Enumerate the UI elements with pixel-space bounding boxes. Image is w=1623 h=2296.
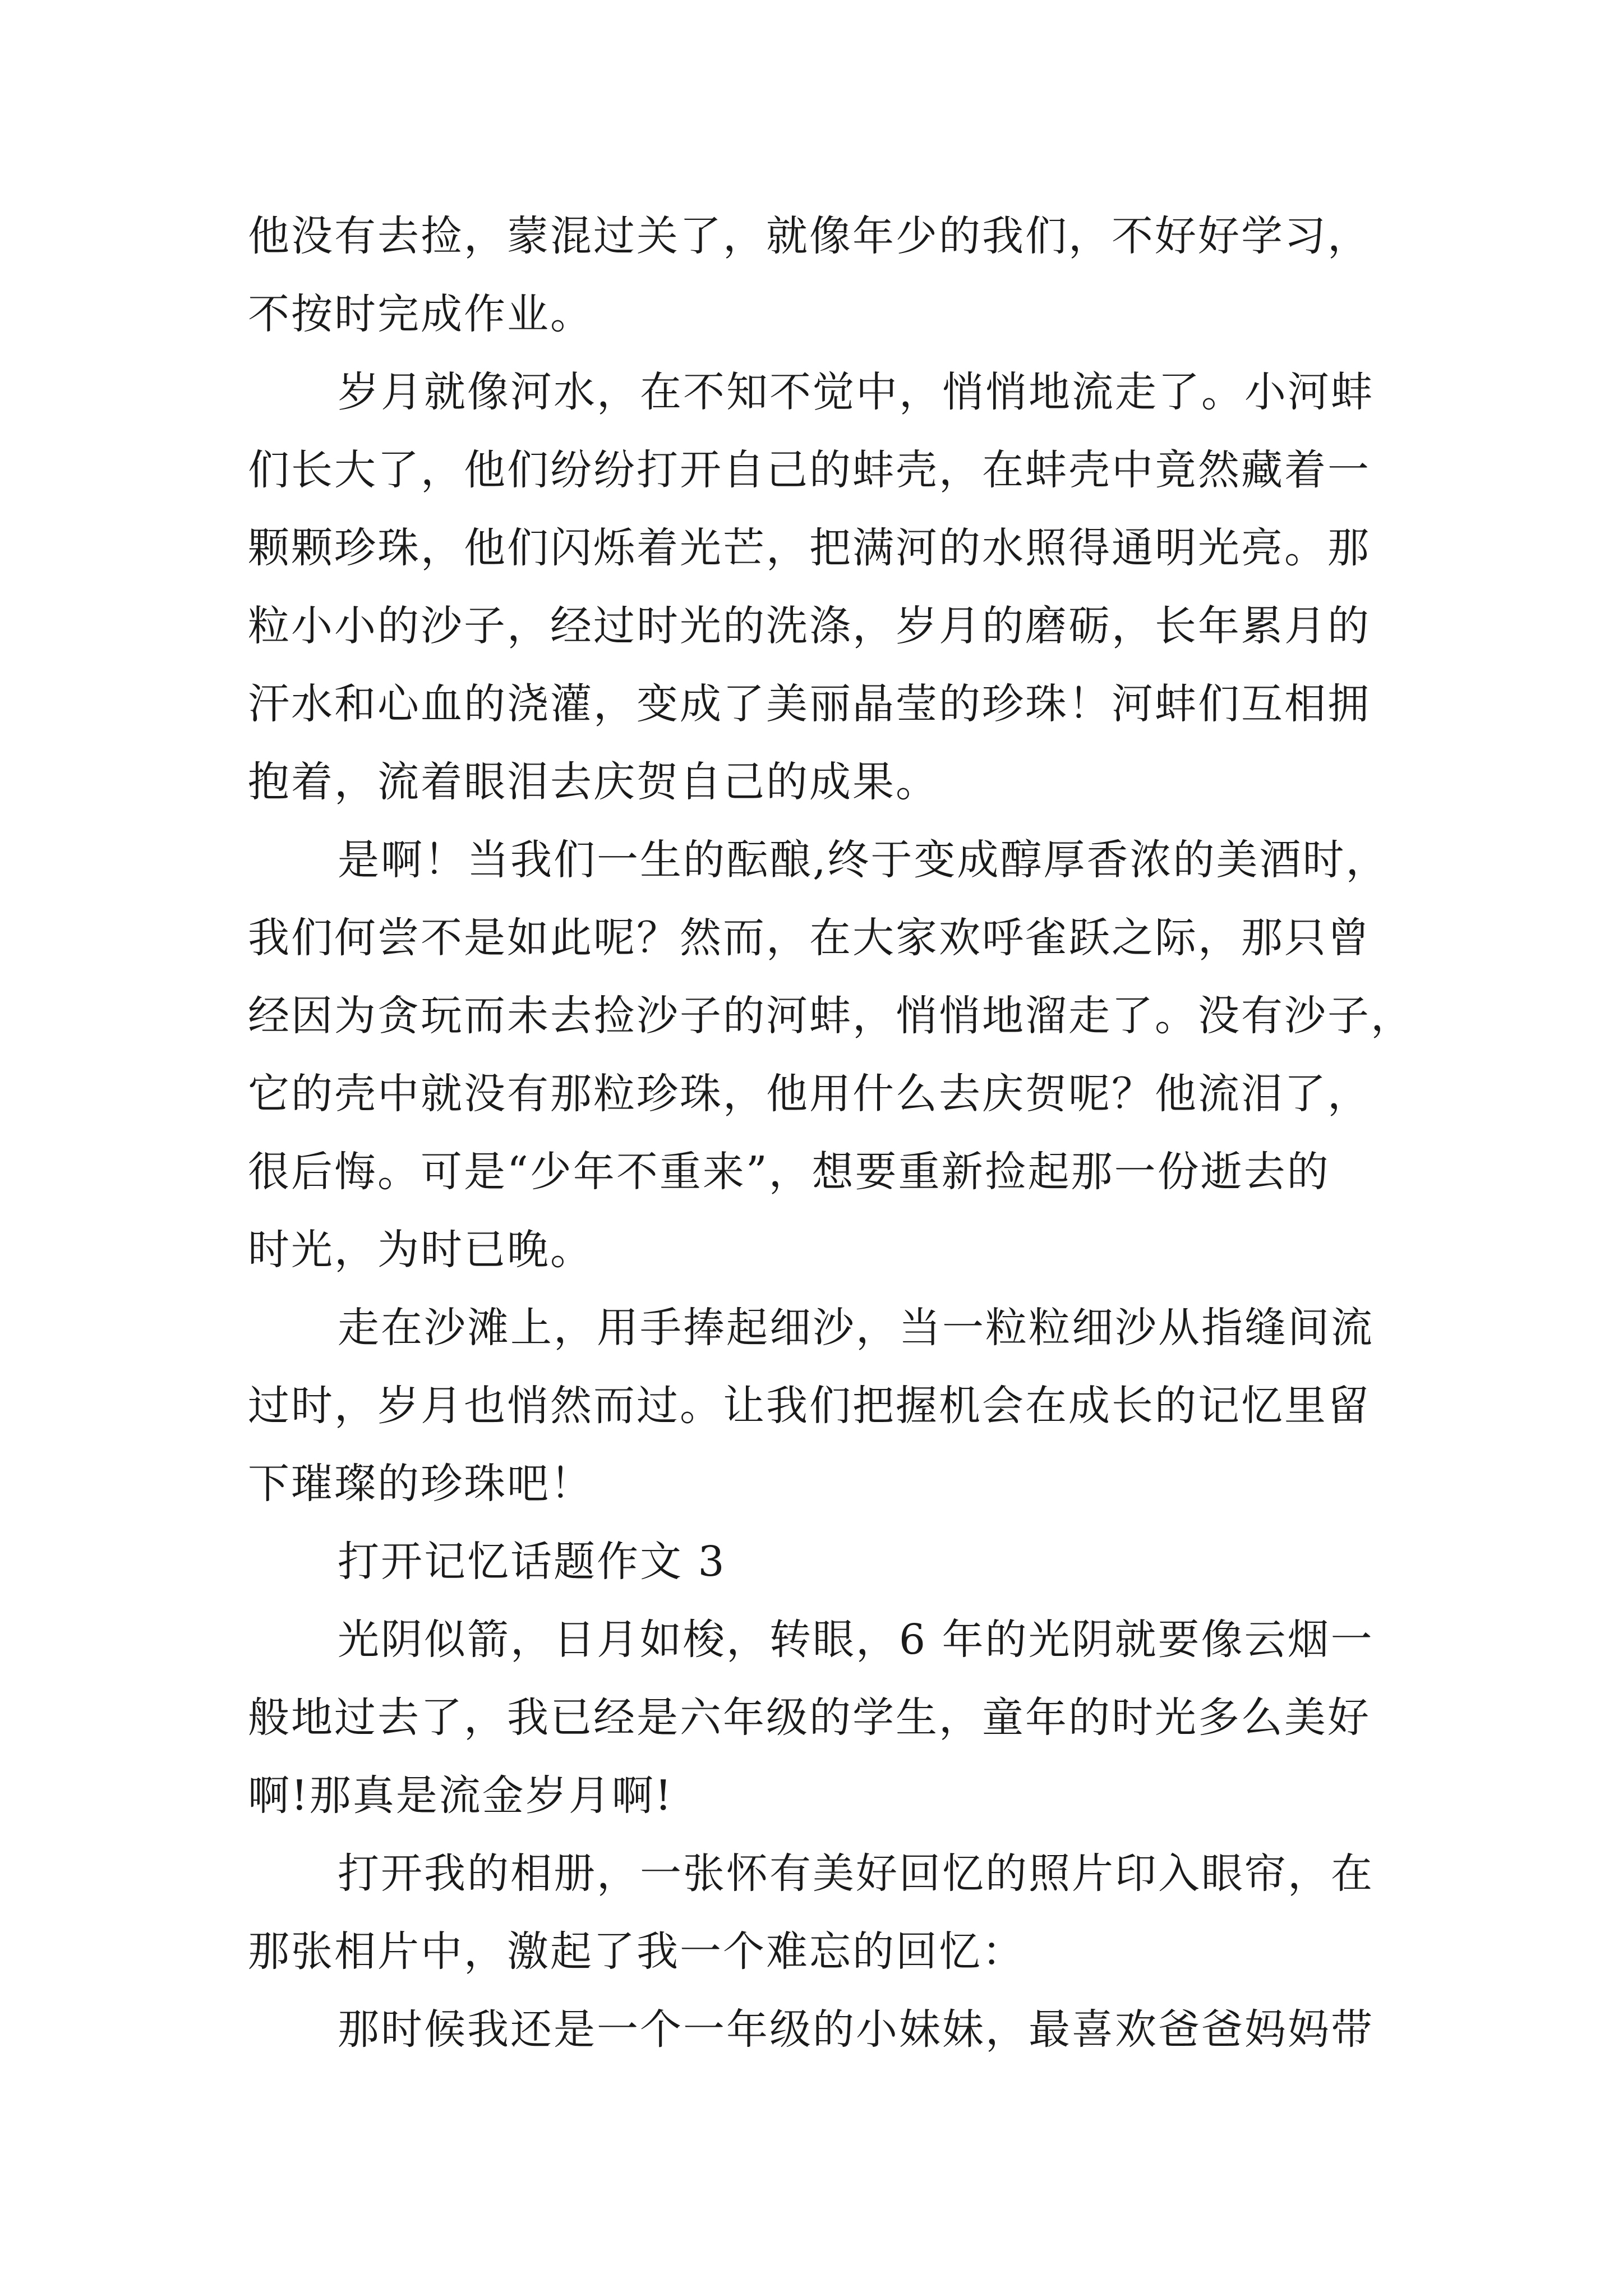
heading-text: 打开记忆话题作文 3	[338, 1538, 726, 1586]
text-line: 光阴似箭，日月如梭，转眼，6 年的光阴就要像云烟一	[338, 1616, 1374, 1664]
text-line: 不按时完成作业。	[248, 290, 593, 338]
paragraph-7	[248, 1991, 1386, 2069]
paragraph-3	[248, 821, 1414, 1289]
text-line: 粒小小的沙子，经过时光的洗涤，岁月的磨砺，长年累月的	[248, 602, 1371, 650]
paragraph-1	[248, 197, 1386, 353]
text-line: 般地过去了，我已经是六年级的学生，童年的时光多么美好	[248, 1694, 1371, 1742]
text-line: 他没有去捡，蒙混过关了，就像年少的我们，不好好学习，	[248, 212, 1371, 260]
text-line: 们长大了，他们纷纷打开自己的蚌壳，在蚌壳中竟然藏着一	[248, 446, 1371, 494]
text-line: 岁月就像河水，在不知不觉中，悄悄地流走了。小河蚌	[338, 368, 1374, 416]
text-line: 我们何尝不是如此呢？然而，在大家欢呼雀跃之际，那只曾	[248, 914, 1371, 962]
text-line: 那张相片中，激起了我一个难忘的回忆：	[248, 1927, 1025, 1976]
text-line: 抱着，流着眼泪去庆贺自己的成果。	[248, 758, 939, 806]
paragraph-6	[248, 1835, 1386, 1991]
text-line: 经因为贪玩而未去捡沙子的河蚌，悄悄地溜走了。没有沙子，	[248, 992, 1414, 1040]
paragraph-4	[248, 1289, 1386, 1523]
document-body	[248, 197, 1414, 2069]
text-line: 走在沙滩上，用手捧起细沙，当一粒粒细沙从指缝间流	[338, 1304, 1374, 1352]
text-line: 很后悔。可是“少年不重来”，想要重新捡起那一份逝去的	[248, 1148, 1330, 1196]
text-line: 它的壳中就没有那粒珍珠，他用什么去庆贺呢？他流泪了，	[248, 1070, 1371, 1118]
text-line: 啊!那真是流金岁月啊!	[248, 1772, 674, 1820]
paragraph-5	[248, 1601, 1386, 1835]
section-heading	[248, 1523, 1386, 1601]
text-line: 那时候我还是一个一年级的小妹妹，最喜欢爸爸妈妈带	[338, 2005, 1374, 2054]
text-line: 下璀璨的珍珠吧！	[248, 1460, 593, 1508]
text-line: 汗水和心血的浇灌，变成了美丽晶莹的珍珠！河蚌们互相拥	[248, 680, 1371, 728]
text-line: 颗颗珍珠，他们闪烁着光芒，把满河的水照得通明光亮。那	[248, 524, 1371, 572]
paragraph-2	[248, 353, 1386, 821]
text-line: 过时，岁月也悄然而过。让我们把握机会在成长的记忆里留	[248, 1382, 1371, 1430]
text-line: 时光，为时已晚。	[248, 1226, 593, 1274]
text-line: 打开我的相册，一张怀有美好回忆的照片印入眼帘，在	[338, 1849, 1374, 1898]
text-line: 是啊！当我们一生的酝酿,终于变成醇厚香浓的美酒时，	[338, 836, 1389, 884]
